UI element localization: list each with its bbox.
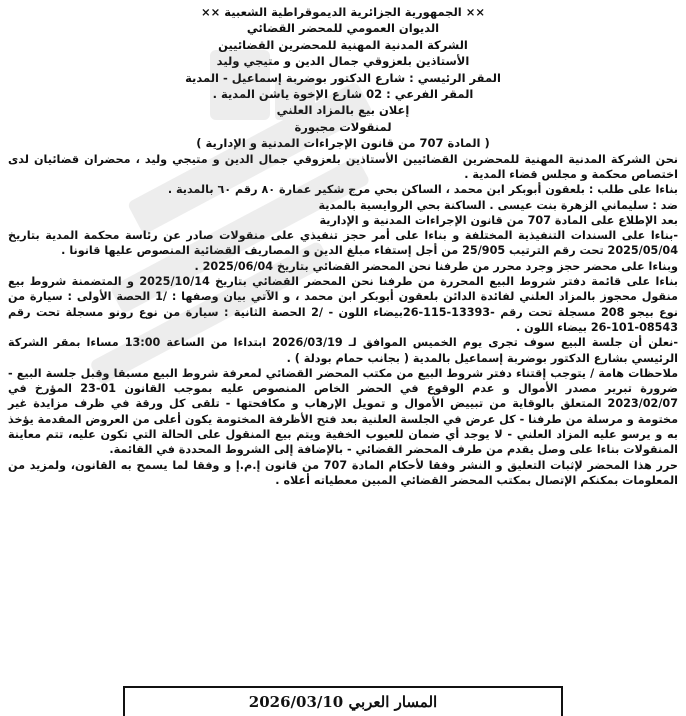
sale-conditions-paragraph: بناءا على قائمة دفتر شروط البيع المحررة من طرفنا نحن المحضر القضائي بتاريخ 2025/10/14 و المتضمنة شروط بيع منقول محجوز بالمزاد العلني لفائدة الدائن بلعقون أبوبكر ابن محمد ، و الآتي بيان وصفها : /1 الحصة الأولى : سيارة من نوع بيجو 208 مسجلة تحت رقم -13393-115-26بيضاء اللون - /2 الحصة الثانية : سيارة من نوع رونو مسجلة تحت رقم 08543-101-26 بيضاء اللون .: [8, 275, 679, 334]
notice-body: [8, 152, 678, 489]
auction-date-paragraph: -نعلن أن جلسة البيع سوف تجرى يوم الخميس الموافق لـ 2026/03/19 ابتداءا من الساعة 13:00 مساءا بمقر الشركة الرئيسي بشارع الدكتور بوضربة إسماعيل بالمدية ( بجانب حمام بودلة ) .: [8, 336, 678, 365]
important-notes-paragraph: ملاحظات هامة / يتوجب إقتناء دفتر شروط البيع من مكتب المحضر القضائي لمعرفة شروط البيع مسبقا وقبل جلسة البيع - ضرورة تبرير مصدر الأموال و عدم الوقوع في الحضر الخاص المنصوص عليه بموجب القانون 01-23 المؤرخ في 2023/02/07 المتعلق بالوقاية من تبييض الأموال و تمويل الإرهاب و مكافحتها - تلقى كل ورقة في ظرف مزايدة غير مختومة و مرسلة من طرفنا - كل عرض في الجلسة العلنية بعد فتح الأظرفة المختومة يكون أعلى من العروض المقدمة يؤخذ به و يرسو عليه المزاد العلني - لا يوجد أي ضمان للعيوب الخفية ويتم بيع المنقول على الحالة التي تكون عليه، تتم معاينة المنقولات بناءا على وصل يقدم من طرف المحضر القضائي - بالإضافة إلى الشروط المحددة في القائمة.: [8, 366, 678, 457]
republic-title: ×× الجمهورية الجزائرية الديموقراطية الشعبية ××: [200, 5, 486, 19]
legal-article: ( المادة 707 من قانون الإجراءات المدنية و الإدارية ): [196, 136, 490, 151]
legal-basis-paragraph: بعد الإطلاع على المادة 707 من قانون الإجراءات المدنية و الإدارية: [319, 213, 678, 227]
seizure-order-paragraph: -بناءا على السندات التنفيذية المختلفة و بناءا على أمر حجز تنفيذي على منقولات صادر عن رئاسة محكمة المدية بتاريخ 2025/05/04 تحت رقم الترتيب 25/905 من أجل إستفاء مبلغ الدين و المصاريف القضائية المنصوص عليها قانونا .: [8, 229, 678, 258]
company-name: الشركة المدنية المهنية للمحضرين القضائيين: [218, 37, 468, 52]
notice-subtitle: لمنقولات مجبورة: [294, 119, 392, 134]
intro-paragraph: نحن الشركة المدنية المهنية للمحضرين القضائيين الأستاذين بلعزوقي جمال الدين و متيجي وليد ، محضران قضائيان لدى اختصاص محكمة و مجلس قضاء المدية .: [8, 152, 678, 181]
office-title: الديوان العمومي للمحضر القضائي: [246, 21, 440, 36]
notice-title: إعلان بيع بالمزاد العلني: [276, 103, 410, 118]
newspaper-footer: المسار العربي 2026/03/10: [123, 686, 563, 716]
closing-paragraph: حرر هذا المحضر لإثبات التعليق و النشر وفقا لأحكام المادة 707 من قانون إ.م.إ و وفقا لما يسمح به القانون، ولمزيد من المعلومات بمكنكم الإتصال بمكتب المحضر القضائي المبين معطياته أعلاه .: [8, 458, 678, 487]
requester-paragraph: بناءا على طلب : بلعقون أبوبكر ابن محمد ، الساكن بحي مرج شكير عمارة ٨٠ رقم ٦٠ بالمدية .: [167, 183, 678, 197]
defendant-paragraph: ضد : سليماني الزهرة بنت عيسى . الساكنة بحي الروايسية بالمدية: [318, 198, 678, 212]
bailiffs-names: الأستاذين بلعزوقي جمال الدين و متيجي وليد: [216, 54, 470, 69]
main-office-address: المقر الرئيسي : شارع الدكتور بوضربة إسماعيل - المدية: [185, 70, 501, 85]
branch-office-address: المقر الفرعي : 02 شارع الإخوة ياشن المدية .: [212, 87, 474, 102]
seizure-report-paragraph: وبناءا على محضر حجز وجرد محرر من طرفنا نحن المحضر القضائي بتاريخ 2025/06/04 .: [194, 259, 678, 273]
notice-header: [8, 4, 678, 152]
